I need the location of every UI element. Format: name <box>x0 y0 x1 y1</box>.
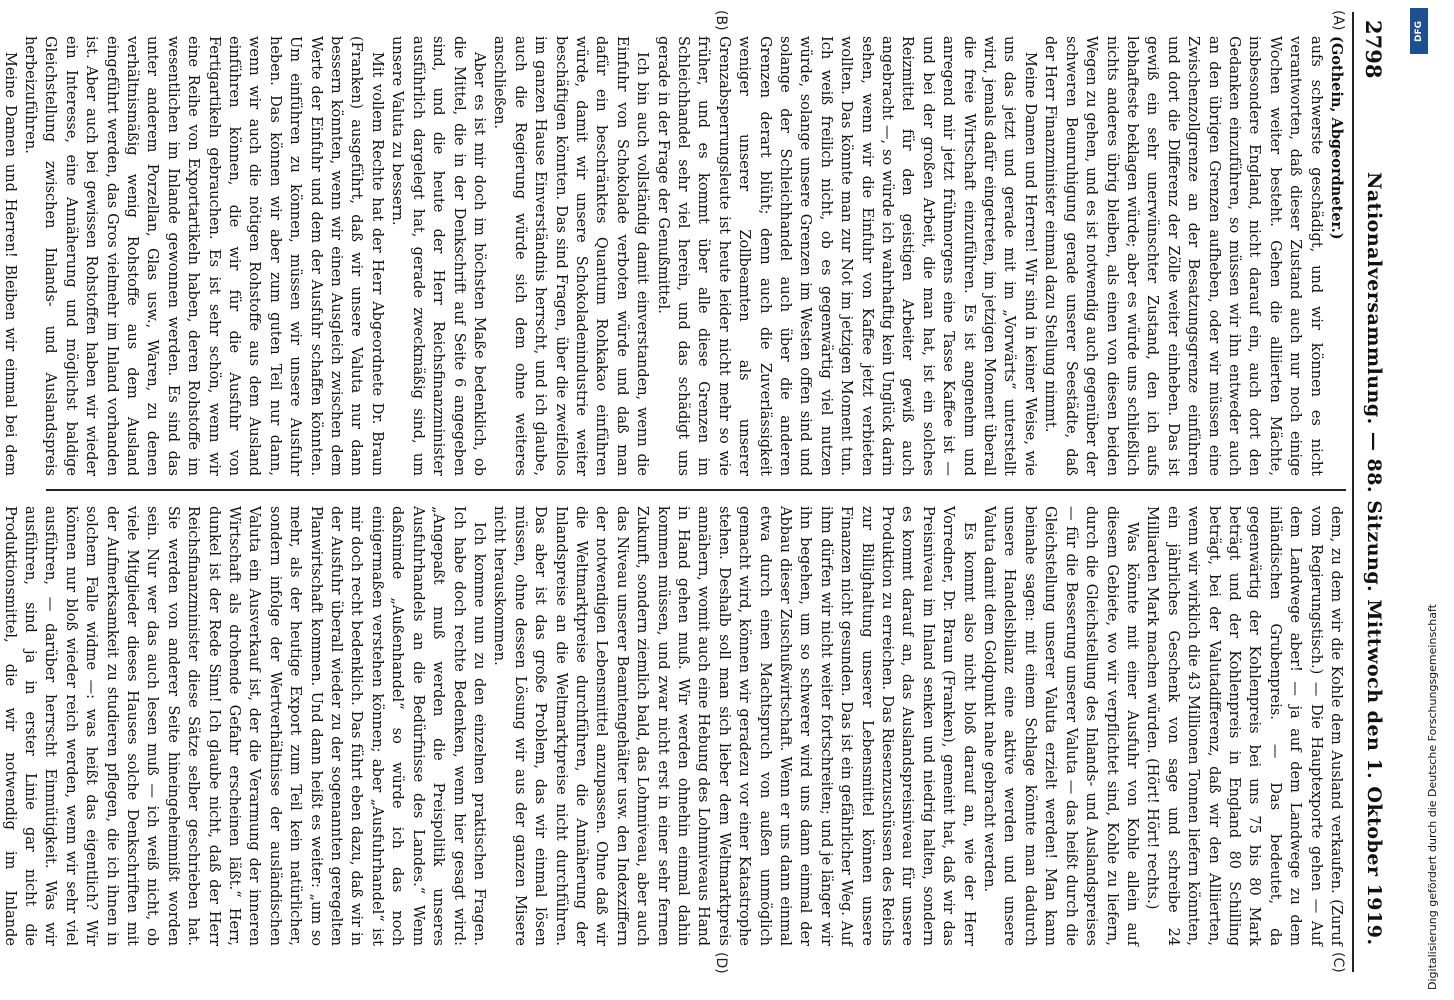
paragraph: Ich bin auch vollständig damit einverstanden, wenn die Einfuhr von Schokolade verboten würde und daß man dafür ein beschränktes Quantum Rohkakao einführen würde, damit wir unsere Schokoladenindustrie weiter beschäftigen könnten. Das sind Fragen, über die zweifellos im ganzen Hause Einverständnis herrscht, und ich glaube, auch die Regierung würde sich dem ohne weiteres anschließen. <box>491 36 651 476</box>
paragraph: Aber es ist mir doch im höchsten Maße bedenklich, ob die Mittel, die in der Denkschrift auf Seite 6 angegeben sind, und die heute der Herr Reichsfinanzminister ausführlich dargelegt hat, gerade zweckmäßig sind, um unsere Valuta zu bessern. <box>389 36 487 476</box>
margin-mark-b: (B) <box>713 10 729 31</box>
column-divider <box>46 489 1346 491</box>
margin-mark-d: (D) <box>713 952 729 974</box>
paragraph: Meine Damen und Herren! Bleiben wir einmal bei dem <box>1 52 18 476</box>
paragraph: aufs schwerste geschädigt, und wir können es nicht verantworten, daß dieser Zustand auch nur noch einige Wochen weiter besteht. Gehen die alliierten Mächte, insbesondere England, nicht darauf ein, auch dort den Gedanken einzuführen, so müssen wir ihn entweder auch an den übrigen Grenzen aufheben, oder wir müssen eine Zwischenzollgrenze an der Besatzungsgrenze einführen und dort die Differenz der Zölle weiter einheben. Das ist gewiß ein sehr unerwünschter Zustand, den ich aufs lebhafteste beklagen würde; aber es würde uns schließlich nichts anderes übrig bleiben, als einen von diesen beiden Wegen zu gehen, und es ist notwendig auch gegenüber der schweren Beunruhigung gerade unserer Seestädte, daß der Herr Finanzminister einmal dazu Stellung nimmt. <box>1042 36 1324 476</box>
left-column <box>1 36 1346 476</box>
page-number: 2798 <box>1361 20 1386 79</box>
digitization-credit <box>1404 60 1439 990</box>
dfg-logo: DFG <box>1410 8 1428 54</box>
paragraph: dem, zu dem wir die Kohle dem Ausland verkaufen. (Zuruf vom Regierungstisch.) — Die Hauptexporte gehen — Auf dem Landwege aber! — ja auf dem Landwege zu dem inländischen Grubenpreis. — Das bedeutet, da gegenwärtig der Kohlenpreis bei uns 75 bis 80 Mark beträgt und der Kohlenpreis in England 80 Schilling beträgt, bei der Valutadifferenz, daß wir den Alliierten, wenn wir wirklich die 43 Millionen Tonnen liefern könnten, ein jährliches Geschenk von sage und schreibe 24 Milliarden Mark machen würden. (Hört! Hört! rechts.) <box>1144 506 1344 946</box>
paragraph: Ich komme nun zu den einzelnen praktischen Fragen. Ich habe doch rechte Bedenken, wenn hier gesagt wird: „Angepaßt muß werden die Preispolitik unseres Ausfuhrhandels an die Bedürfnisse des Landes.“ Wenn daßnimde „Außenhandel“ so würde ich das noch einigermaßen verstehen können; aber „Ausfuhrhandel“ ist mir doch recht bedenklich. Das führt eben dazu, daß wir in der Ausfuhr überall wieder zu der sogenannten geregelten Planwirtschaft kommen. Und dann heißt es weiter: „um so mehr, als der heutige Export zum Teil kein natürlicher, sondern infolge der Wertverhältnisse der ausländischen Valuta ein Ausverkauf ist, der die Verarmung der inneren Wirtschaft als drohende Gefahr erscheinen läßt.“ Herr, dunkel ist der Rede Sinn! Ich glaube nicht, daß der Herr Reichsfinanzminister diese Sätze selber geschrieben hat. Sie werden von anderer Seite hineingeheimnißt worden sein. Nur wer das auch lesen muß — ich weiß nicht, ob viele Mitglieder dieses Hauses solche Denkschriften mit der Aufmerksamkeit zu studieren pflegen, die ich ihnen in solchem Falle widme —: was heißt das eigentlich? Wir können nur bloß wieder reich werden, wenn wir sehr viel ausführen, — darüber herrscht Einmütigkeit. Was wir ausführen, sind ja in erster Linie gar nicht die Produktionsmittel, die wir notwendig im Inlande <box>1 506 487 946</box>
margin-mark-a: (A) <box>1330 10 1346 31</box>
page-title: Nationalversammlung. — 88. Sitzung. Mittwoch den 1. Oktober 1919. <box>1363 172 1385 946</box>
right-column <box>1 506 1346 946</box>
page-header <box>1352 12 1394 972</box>
credit-text: Digitalisierung gefördert durch die Deutsche Forschungsgemeinschaft <box>1426 604 1439 990</box>
document-page <box>1 10 1394 974</box>
paragraph: Mit vollem Rechte hat der Herr Abgeordnete Dr. Braun (Franken) ausgeführt, daß wir unsere Valuta nur dann bessern könnten, wenn wir einen Ausgleich zwischen dem Werte der Einfuhr und dem der Ausfuhr schaffen könnten. Um einführen zu können, müssen wir unsere Ausfuhr heben. Das können wir aber zum guten Teil nur dann, wenn wir auch die nötigen Rohstoffe aus dem Ausland einführen können, die wir für die Ausfuhr von Fertigartikeln gebrauchen. Es ist sehr schön, wenn wir eine Reihe von Exportartikeln haben, deren Rohstoffe im wesentlichen im Inlande gewonnen werden. Es sind das unter anderem Porzellan, Glas usw., Waren, zu denen verhältnismäßig wenig Rohstoffe aus dem Ausland eingeführt werden, das Gros vielmehr im Inland vorhanden ist. Aber auch bei gewissen Rohstoffen haben wir wieder ein Interesse, eine Annäherung und möglichst baldige Gleichstellung zwischen Inlands- und Auslandspreis herbeizuführen. <box>22 36 385 476</box>
margin-mark-c: (C) <box>1330 952 1346 973</box>
speaker-line: (Gothein, Abgeordneter.) <box>1328 36 1345 240</box>
paragraph: Es kommt also nicht bloß darauf an, wie der Herr Vorredner, Dr. Braun (Franken), gemeint hat, daß wir das Preisniveau im Inland senken und niedrig halten, sondern es kommt darauf an, das Auslandspreisniveau für unsere Produktion zu erreichen. Das Riesenzuschüssen des Reichs zur Billighaltung unserer Lebensmittel können unsere Finanzen nicht gesunden. Das ist ein gefährlicher Weg. Auf ihm dürfen wir nicht weiter fortschreiten; und je länger wir ihn begehen, um so schwerer wird uns dann einmal der Abbau dieser Zuschußwirtschaft. Wenn er uns dann einmal etwa durch einen Machtspruch von außen unmöglich gemacht wird, können wir geradezu vor einer Katastrophe stehen. Deshalb soll man sich lieber dem Weltmarktpreis annähern, womit auch eine Hebung des Lohnniveaus Hand in Hand gehen muß. Wir werden ohnehin einmal dahin kommen müssen, und zwar nicht erst in einer sehr fernen Zukunft, sondern ziemlich bald, das Lohnniveau, aber auch das Niveau unserer Beamtengehälter usw. den Indexziffern der notwendigen Lebensmittel anzupassen. Ohne daß wir die Weltmarktpreise durchführen, die Annäherung der Inlandspreise an die Weltmarktpreise nicht durchführen. Das aber ist das große Problem, das wir einmal lösen müssen, ohne dessen Lösung wir aus der ganzen Misere nicht herauskommen. <box>491 506 977 946</box>
paragraph: Meine Damen und Herren! Wir sind in keiner Weise, wie uns das jetzt und gerade mit im „Vorwärts“ unterstellt wird, jemals dafür eingetreten, im jetzigen Moment überall die freie Wirtschaft einzuführen. Es ist angenehm und anregend mir jetzt frühmorgens eine Tasse Kaffee ist — und bei der großen Arbeit, die man hat, ist ein solches Reizmittel für den geistigen Arbeiter gewiß auch angebracht —, so würde ich wahrhaftig kein Unglück darin sehen, wenn wir die Einfuhr von Kaffee jetzt verbieten wollten. Das könnte man zur Not im jetzigen Moment tun. Ich weiß freilich nicht, ob es gegenwärtig viel nutzen würde, solange unsere Grenzen im Westen offen sind und solange der Schleichhandel auch über die anderen Grenzen derart blüht; denn auch die Zuverlässigkeit weniger unserer Zollbeamten als unserer Grenzabsperrungsleute ist heute leider nicht mehr so wie früher, und es kommt über alle diese Grenzen im Schleichhandel sehr viel herein, und das schädigt uns gerade in der Frage der Genußmittel. <box>654 36 1038 476</box>
paragraph: Was könnte mit einer Ausfuhr von Kohle allein auf diesem Gebiete, wo wir verpflichtet sind, Kohle zu liefern, durch die Gleichstellung des Inlands- und Auslandspreises — für die Besserung unserer Valuta — das heißt durch die Gleichstellung unserer Valuta erzielt werden! Man kann beinahe sagen: mit einem Schlage könnte man dadurch unsere Handelsbilanz eine aktive werden und unsere Valuta damit dem Goldpunkt nahe gebracht werden. <box>981 506 1140 946</box>
